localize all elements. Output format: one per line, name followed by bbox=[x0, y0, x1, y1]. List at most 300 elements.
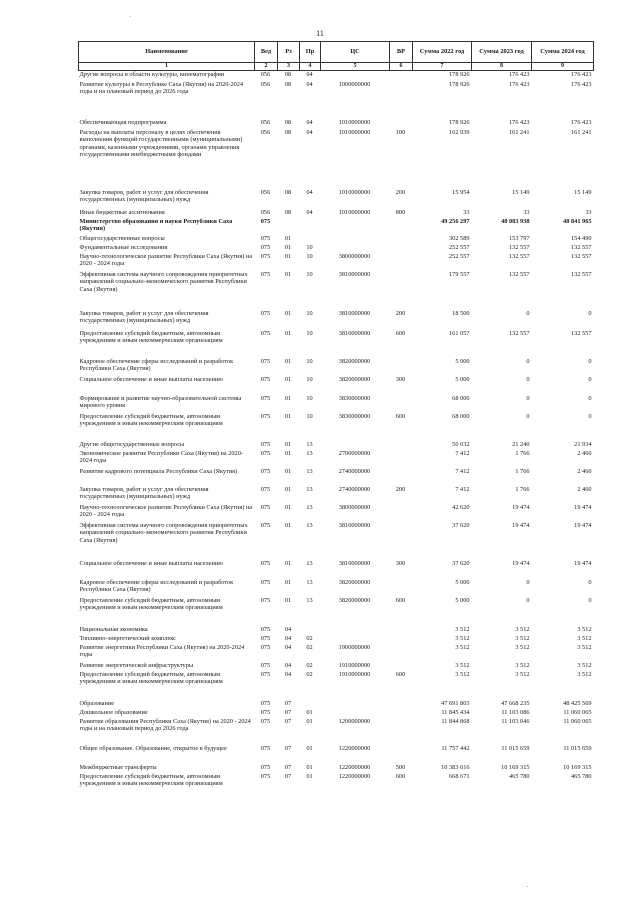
row-ved: 075 bbox=[260, 243, 271, 251]
row-vr bbox=[390, 468, 413, 486]
scan-speck: · bbox=[526, 883, 529, 891]
row-sum-2022: 3 512 bbox=[455, 643, 470, 651]
row-name: Обеспечивающая подпрограмма bbox=[79, 118, 167, 126]
table-row bbox=[79, 718, 594, 745]
row-cs: 1010000000 bbox=[338, 208, 371, 216]
row-name: Экономическое развитие Республики Саха (Якутия) на 2020-2024 годы bbox=[79, 449, 243, 465]
row-cs bbox=[321, 441, 390, 450]
row-name: Дошкольное образование bbox=[79, 708, 148, 716]
row-sum-2024: 154 490 bbox=[571, 234, 592, 242]
row-ved: 075 bbox=[260, 559, 271, 567]
table-row bbox=[79, 189, 594, 209]
row-name: Предоставление субсидий бюджетным, автономным учреждениям и иным некоммерческим организациям bbox=[79, 772, 223, 788]
table-row bbox=[79, 468, 594, 486]
row-sum-2023: 0 bbox=[526, 309, 530, 317]
row-sum-2023: 47 668 235 bbox=[501, 699, 530, 707]
row-ved: 075 bbox=[260, 643, 271, 651]
row-ved: 075 bbox=[260, 670, 271, 678]
row-pr: 10 bbox=[306, 394, 313, 402]
row-rz: 01 bbox=[284, 596, 292, 604]
row-sum-2024: 19 474 bbox=[574, 559, 592, 567]
row-rz: 07 bbox=[284, 744, 292, 752]
table-row bbox=[79, 597, 594, 626]
row-sum-2024: 3 512 bbox=[577, 670, 592, 678]
row-sum-2024: 3 512 bbox=[577, 625, 592, 633]
row-pr: 10 bbox=[306, 252, 313, 260]
row-cs bbox=[321, 235, 390, 244]
row-rz: 01 bbox=[284, 375, 292, 383]
row-ved: 056 bbox=[260, 118, 271, 126]
row-rz: 01 bbox=[284, 243, 292, 251]
row-sum-2023: 465 780 bbox=[509, 772, 530, 780]
row-pr: 02 bbox=[306, 670, 313, 678]
row-pr: 10 bbox=[306, 270, 313, 278]
row-sum-2024: 0 bbox=[588, 596, 592, 604]
row-vr bbox=[390, 71, 413, 81]
row-sum-2024: 465 780 bbox=[571, 772, 592, 780]
row-rz: 08 bbox=[284, 80, 292, 88]
row-cs bbox=[321, 218, 390, 235]
row-sum-2022: 18 500 bbox=[452, 309, 470, 317]
row-name: Другие вопросы в области культуры, кинематографии bbox=[79, 71, 255, 81]
row-sum-2022: 3 512 bbox=[455, 625, 470, 633]
row-sum-2023: 0 bbox=[526, 375, 530, 383]
row-sum-2023: 3 512 bbox=[515, 670, 530, 678]
table-row bbox=[79, 376, 594, 395]
row-sum-2022: 11 844 868 bbox=[441, 717, 470, 725]
row-sum-2023: 0 bbox=[526, 357, 530, 365]
row-ved: 075 bbox=[260, 578, 271, 586]
row-sum-2024: 132 557 bbox=[571, 270, 592, 278]
row-cs: 3820000000 bbox=[338, 357, 371, 365]
row-sum-2024: 161 241 bbox=[571, 128, 592, 136]
row-sum-2024: 21 934 bbox=[574, 440, 592, 448]
row-sum-2023: 1 766 bbox=[515, 485, 530, 493]
row-sum-2024: 33 bbox=[585, 208, 592, 216]
row-sum-2023: 3 512 bbox=[515, 634, 530, 642]
row-name: Межбюджетные трансферты bbox=[79, 763, 157, 771]
row-name: Фундаментальные исследования bbox=[79, 243, 168, 251]
row-pr: 10 bbox=[306, 375, 313, 383]
row-vr: 600 bbox=[395, 412, 406, 420]
row-sum-2024: 2 460 bbox=[577, 449, 592, 457]
row-vr: 800 bbox=[395, 208, 406, 216]
row-ved: 075 bbox=[260, 699, 271, 707]
row-cs: 3830000000 bbox=[338, 394, 371, 402]
row-vr bbox=[390, 358, 413, 376]
table-row bbox=[79, 522, 594, 560]
col-header-name: Наименование bbox=[79, 42, 255, 63]
row-ved: 075 bbox=[260, 708, 271, 716]
row-cs: 3810000000 bbox=[338, 270, 371, 278]
row-rz: 04 bbox=[284, 634, 292, 642]
col-number: 7 bbox=[413, 63, 472, 71]
row-sum-2022: 668 671 bbox=[449, 772, 470, 780]
row-ved: 075 bbox=[260, 329, 271, 337]
row-sum-2022: 161 057 bbox=[449, 329, 470, 337]
row-sum-2023: 1 766 bbox=[515, 449, 530, 457]
row-cs: 1220000000 bbox=[338, 763, 371, 771]
row-sum-2023: 15 149 bbox=[512, 188, 530, 196]
row-sum-2023: 132 557 bbox=[509, 329, 530, 337]
row-pr: 02 bbox=[306, 661, 313, 669]
row-sum-2022: 179 557 bbox=[449, 270, 470, 278]
row-sum-2022: 10 383 016 bbox=[441, 763, 470, 771]
row-pr: 13 bbox=[306, 596, 313, 604]
row-sum-2022: 33 bbox=[463, 208, 470, 216]
row-rz: 01 bbox=[284, 467, 292, 475]
col-number: 1 bbox=[79, 63, 255, 71]
row-sum-2022: 178 926 bbox=[449, 80, 470, 88]
row-ved: 075 bbox=[260, 412, 271, 420]
table-body bbox=[79, 71, 594, 791]
row-rz: 01 bbox=[284, 329, 292, 337]
table-row bbox=[79, 330, 594, 358]
row-pr: 13 bbox=[306, 485, 313, 493]
row-rz: 01 bbox=[284, 485, 292, 493]
row-rz: 04 bbox=[284, 661, 292, 669]
row-sum-2022: 49 256 297 bbox=[441, 217, 470, 225]
row-sum-2023: 10 169 315 bbox=[501, 763, 530, 771]
row-cs bbox=[321, 700, 390, 709]
row-sum-2024: 132 557 bbox=[571, 243, 592, 251]
table-row bbox=[79, 773, 594, 791]
row-sum-2022: 37 620 bbox=[452, 521, 470, 529]
col-header-rz: Рз bbox=[278, 42, 300, 63]
table-row bbox=[79, 635, 594, 644]
row-cs: 3800000000 bbox=[338, 252, 371, 260]
table-row bbox=[79, 644, 594, 662]
table-row bbox=[79, 709, 594, 718]
col-number: 2 bbox=[255, 63, 278, 71]
row-name: Формирование и развитие научно-образовательной системы мирового уровня bbox=[79, 394, 242, 410]
row-name: Развитие энергетической инфраструктуры bbox=[79, 661, 194, 669]
row-cs: 3830000000 bbox=[338, 412, 371, 420]
row-vr bbox=[390, 635, 413, 644]
row-sum-2022: 37 620 bbox=[452, 559, 470, 567]
table-row bbox=[79, 671, 594, 700]
row-cs: 1200000000 bbox=[338, 717, 371, 725]
row-cs: 1220000000 bbox=[338, 772, 371, 780]
row-sum-2024: 11 060 065 bbox=[563, 708, 592, 716]
row-rz: 01 bbox=[284, 412, 292, 420]
row-vr: 300 bbox=[395, 559, 406, 567]
row-pr bbox=[300, 218, 321, 235]
table-header-row bbox=[79, 42, 594, 63]
row-sum-2024: 0 bbox=[588, 394, 592, 402]
row-name: Общее образование. Образование, открытое в будущее bbox=[79, 744, 227, 752]
row-name: Социальное обеспечение и иные выплаты населению bbox=[79, 559, 223, 567]
row-ved: 056 bbox=[260, 188, 271, 196]
table-row bbox=[79, 450, 594, 468]
row-ved: 075 bbox=[260, 763, 271, 771]
row-rz: 01 bbox=[284, 270, 292, 278]
row-rz: 04 bbox=[284, 625, 292, 633]
row-pr: 10 bbox=[306, 243, 313, 251]
row-vr bbox=[390, 119, 413, 129]
row-sum-2024: 0 bbox=[588, 375, 592, 383]
row-sum-2023: 11 103 086 bbox=[501, 708, 530, 716]
row-rz: 01 bbox=[284, 503, 292, 511]
row-sum-2024: 0 bbox=[588, 309, 592, 317]
row-name: Закупка товаров, работ и услуг для обеспечения государственных (муниципальных) нужд bbox=[79, 188, 209, 204]
row-sum-2022: 68 000 bbox=[452, 394, 470, 402]
row-pr: 13 bbox=[306, 467, 313, 475]
row-sum-2023: 0 bbox=[526, 596, 530, 604]
row-rz: 08 bbox=[284, 128, 292, 136]
row-sum-2023: 21 240 bbox=[512, 440, 530, 448]
row-vr: 200 bbox=[395, 188, 406, 196]
row-rz: 01 bbox=[284, 578, 292, 586]
table-row bbox=[79, 358, 594, 376]
row-vr bbox=[390, 700, 413, 709]
page-number: 11 bbox=[316, 29, 324, 38]
row-ved: 075 bbox=[260, 485, 271, 493]
table-row bbox=[79, 253, 594, 271]
row-rz: 08 bbox=[284, 118, 292, 126]
row-name: Другие общегосударственные вопросы bbox=[79, 440, 185, 448]
row-sum-2023: 0 bbox=[526, 412, 530, 420]
row-ved: 075 bbox=[260, 309, 271, 317]
row-sum-2023: 19 474 bbox=[512, 503, 530, 511]
row-ved: 075 bbox=[260, 270, 271, 278]
row-rz: 08 bbox=[284, 188, 292, 196]
row-sum-2024: 176 423 bbox=[571, 80, 592, 88]
table-row bbox=[79, 310, 594, 330]
row-cs: 3820000000 bbox=[338, 578, 371, 586]
row-vr bbox=[390, 395, 413, 413]
row-cs bbox=[321, 626, 390, 635]
row-name: Развитие кадрового потенциала Республики Саха (Якутия) bbox=[79, 467, 238, 475]
row-ved: 075 bbox=[260, 634, 271, 642]
row-cs: 2740000000 bbox=[338, 467, 371, 475]
col-number: 6 bbox=[390, 63, 413, 71]
row-rz: 04 bbox=[284, 670, 292, 678]
row-ved: 075 bbox=[260, 449, 271, 457]
row-sum-2023: 3 512 bbox=[515, 643, 530, 651]
row-ved: 075 bbox=[260, 625, 271, 633]
row-vr bbox=[390, 271, 413, 310]
table-row bbox=[79, 395, 594, 413]
row-vr: 300 bbox=[395, 375, 406, 383]
row-sum-2022: 3 512 bbox=[455, 661, 470, 669]
table-row bbox=[79, 129, 594, 189]
row-pr bbox=[300, 700, 321, 709]
table-row bbox=[79, 700, 594, 709]
row-name: Эффективная система научного сопровождения приоритетных направлений социально-экономического развития Республики Саха (Якутия) bbox=[79, 270, 248, 293]
row-pr: 13 bbox=[306, 440, 313, 448]
table-row bbox=[79, 71, 594, 81]
row-name: Предоставление субсидий бюджетным, автономным учреждениям и иным некоммерческим организациям bbox=[79, 596, 223, 612]
row-pr: 02 bbox=[306, 634, 313, 642]
row-vr: 500 bbox=[395, 763, 406, 771]
row-rz: 07 bbox=[284, 763, 292, 771]
row-name: Образование bbox=[79, 699, 115, 707]
row-ved: 075 bbox=[260, 717, 271, 725]
row-sum-2024: 10 169 315 bbox=[563, 763, 592, 771]
row-sum-2022: 252 557 bbox=[449, 252, 470, 260]
row-vr: 200 bbox=[395, 485, 406, 493]
row-ved: 075 bbox=[260, 467, 271, 475]
table-row bbox=[79, 209, 594, 218]
table-row bbox=[79, 560, 594, 579]
row-rz: 01 bbox=[284, 440, 292, 448]
row-rz: 01 bbox=[284, 252, 292, 260]
row-vr bbox=[390, 218, 413, 235]
row-pr: 10 bbox=[306, 309, 313, 317]
row-cs: 1000000000 bbox=[338, 80, 371, 88]
row-name: Министерство образования и науки Республики Саха (Якутия) bbox=[79, 217, 233, 233]
scan-speck: · bbox=[129, 13, 132, 21]
row-rz: 07 bbox=[284, 772, 292, 780]
row-name: Социальное обеспечение и иные выплаты населению bbox=[79, 375, 223, 383]
row-ved: 075 bbox=[260, 375, 271, 383]
row-pr: 13 bbox=[306, 521, 313, 529]
row-sum-2022: 42 620 bbox=[452, 503, 470, 511]
col-number: 8 bbox=[472, 63, 532, 71]
row-sum-2024: 0 bbox=[588, 578, 592, 586]
row-name: Национальная экономика bbox=[79, 625, 148, 633]
row-sum-2022: 11 845 434 bbox=[441, 708, 470, 716]
col-number: 9 bbox=[532, 63, 594, 71]
row-rz: 08 bbox=[278, 71, 300, 81]
row-rz: 01 bbox=[284, 449, 292, 457]
table-row bbox=[79, 662, 594, 671]
row-name: Общегосударственные вопросы bbox=[79, 234, 165, 242]
col-header-cs: ЦС bbox=[321, 42, 390, 63]
row-sum-2023: 3 512 bbox=[515, 661, 530, 669]
row-name: Закупка товаров, работ и услуг для обеспечения государственных (муниципальных) нужд bbox=[79, 309, 209, 325]
row-ved: 056 bbox=[260, 208, 271, 216]
col-header-pr: Пр bbox=[300, 42, 321, 63]
row-sum-2022: 3 512 bbox=[455, 670, 470, 678]
row-sum-2023: 0 bbox=[526, 394, 530, 402]
row-name: Эффективная система научного сопровождения приоритетных направлений социально-экономического развития Республики Саха (Якутия) bbox=[79, 521, 248, 544]
row-cs: 3810000000 bbox=[338, 521, 371, 529]
row-sum-2024: 19 474 bbox=[574, 521, 592, 529]
col-header-vr: ВР bbox=[390, 42, 413, 63]
row-ved: 075 bbox=[260, 503, 271, 511]
row-sum-2024: 132 557 bbox=[571, 252, 592, 260]
row-sum-2022: 178 926 bbox=[449, 118, 470, 126]
row-cs: 1220000000 bbox=[338, 744, 371, 752]
row-pr bbox=[300, 235, 321, 244]
row-cs: 3800000000 bbox=[338, 503, 371, 511]
row-vr: 600 bbox=[395, 670, 406, 678]
row-name: Кадровое обеспечение сферы исследований и разработок Республики Саха (Якутия) bbox=[79, 357, 234, 373]
row-name: Предоставление субсидий бюджетным, автономным учреждениям и иным некоммерческим организациям bbox=[79, 670, 223, 686]
row-vr bbox=[390, 235, 413, 244]
row-vr: 600 bbox=[395, 329, 406, 337]
row-sum-2022: 7 412 bbox=[455, 467, 470, 475]
row-pr: 04 bbox=[306, 80, 313, 88]
row-sum-2022: 162 939 bbox=[449, 128, 470, 136]
row-sum-2023: 1 766 bbox=[515, 467, 530, 475]
table-row bbox=[79, 413, 594, 441]
row-rz: 07 bbox=[284, 708, 292, 716]
row-ved: 075 bbox=[260, 772, 271, 780]
row-sum-2023: 33 bbox=[523, 208, 530, 216]
row-vr: 100 bbox=[395, 128, 406, 136]
table-row bbox=[79, 626, 594, 635]
row-ved: 056 bbox=[260, 128, 271, 136]
row-sum-2022: 7 412 bbox=[455, 485, 470, 493]
row-sum-2022: 47 691 803 bbox=[441, 699, 470, 707]
row-cs: 3810000000 bbox=[338, 309, 371, 317]
row-sum-2024: 19 474 bbox=[574, 503, 592, 511]
row-sum-2023: 11 015 659 bbox=[501, 744, 530, 752]
row-pr: 04 bbox=[300, 71, 321, 81]
row-rz: 01 bbox=[284, 559, 292, 567]
row-vr bbox=[390, 626, 413, 635]
row-cs: 3810000000 bbox=[338, 329, 371, 337]
row-pr: 10 bbox=[306, 357, 313, 365]
col-number: 5 bbox=[321, 63, 390, 71]
row-sum-2024: 132 557 bbox=[571, 329, 592, 337]
row-name: Закупка товаров, работ и услуг для обеспечения государственных (муниципальных) нужд bbox=[79, 485, 209, 501]
row-sum-2023: 3 512 bbox=[515, 625, 530, 633]
row-pr: 01 bbox=[306, 744, 313, 752]
row-sum-2022: 5 000 bbox=[455, 596, 470, 604]
table-row bbox=[79, 764, 594, 773]
row-vr: 200 bbox=[395, 309, 406, 317]
row-sum-2024: 0 bbox=[588, 357, 592, 365]
col-header-ved: Вед bbox=[255, 42, 278, 63]
row-sum-2023: 19 474 bbox=[512, 559, 530, 567]
row-rz: 01 bbox=[284, 357, 292, 365]
row-name: Научно-технологическое развитие Республики Саха (Якутия) на 2020 - 2024 годы bbox=[79, 503, 253, 519]
row-ved: 075 bbox=[260, 744, 271, 752]
row-sum-2023: 161 241 bbox=[509, 128, 530, 136]
row-name: Иные бюджетные ассигнования bbox=[79, 208, 165, 216]
row-sum-2022: 178 926 bbox=[413, 71, 472, 81]
row-ved: 075 bbox=[260, 357, 271, 365]
row-pr: 01 bbox=[306, 763, 313, 771]
col-number: 4 bbox=[300, 63, 321, 71]
row-cs: 3810000000 bbox=[338, 559, 371, 567]
table-row bbox=[79, 244, 594, 253]
row-cs: 1910000000 bbox=[338, 670, 371, 678]
row-sum-2024: 48 425 569 bbox=[563, 699, 592, 707]
row-vr bbox=[390, 709, 413, 718]
row-cs: 1910000000 bbox=[338, 661, 371, 669]
row-cs bbox=[321, 71, 390, 81]
row-sum-2024: 176 423 bbox=[532, 71, 594, 81]
table-row bbox=[79, 579, 594, 597]
row-sum-2023: 132 557 bbox=[509, 243, 530, 251]
row-pr: 13 bbox=[306, 559, 313, 567]
row-sum-2024: 15 149 bbox=[574, 188, 592, 196]
table-row bbox=[79, 119, 594, 129]
row-ved: 075 bbox=[260, 252, 271, 260]
row-vr bbox=[390, 579, 413, 597]
row-rz: 01 bbox=[284, 234, 292, 242]
row-cs bbox=[321, 244, 390, 253]
row-name: Предоставление субсидий бюджетным, автономным учреждениям и иным некоммерческим организациям bbox=[79, 329, 223, 345]
row-rz: 01 bbox=[284, 309, 292, 317]
row-pr bbox=[300, 626, 321, 635]
row-ved: 075 bbox=[260, 234, 271, 242]
table-row bbox=[79, 504, 594, 522]
col-number: 3 bbox=[278, 63, 300, 71]
row-sum-2022: 68 000 bbox=[452, 412, 470, 420]
row-sum-2022: 5 000 bbox=[455, 375, 470, 383]
row-cs: 1010000000 bbox=[338, 188, 371, 196]
row-ved: 075 bbox=[260, 596, 271, 604]
row-ved: 075 bbox=[260, 217, 271, 225]
row-pr: 10 bbox=[306, 329, 313, 337]
row-pr: 13 bbox=[306, 503, 313, 511]
